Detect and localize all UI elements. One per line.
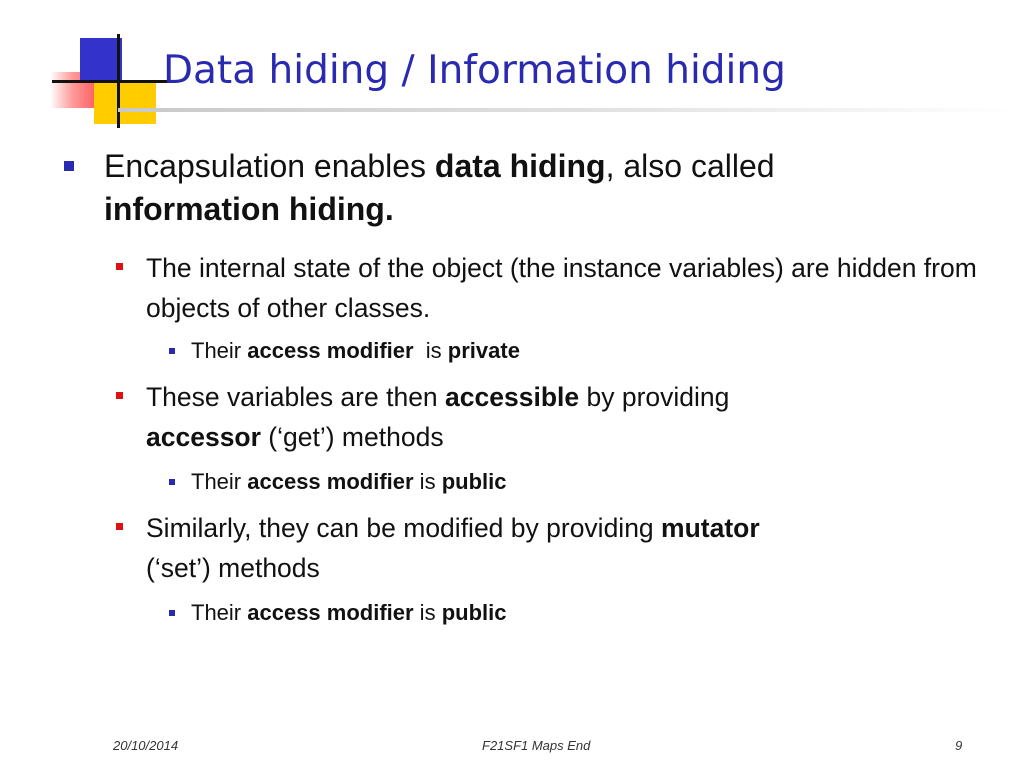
bullet-bold-text: access modifier [247, 338, 414, 363]
bullet-text: These variables are then [146, 382, 446, 412]
bullet-text: Their [191, 600, 248, 625]
square-bullet-icon [169, 610, 175, 616]
bullet-text: by providing [579, 382, 730, 412]
bullet-text: Their [191, 469, 248, 494]
bullet-bold-text: public [441, 469, 507, 494]
footer-page-number: 9 [955, 738, 963, 753]
bullet-internal-state [146, 248, 996, 328]
bullet-text: is [413, 338, 448, 363]
bullet-text: Their [191, 338, 248, 363]
square-bullet-icon [116, 523, 123, 530]
bullet-text: Similarly, they can be modified by providing [146, 513, 662, 543]
square-bullet-icon [64, 161, 74, 171]
bullet-text: Encapsulation enables [104, 148, 435, 184]
bullet-text: is [413, 600, 442, 625]
bullet-text: , also called [605, 148, 775, 184]
bullet-public-modifier-set [191, 598, 991, 628]
bullet-private-modifier [191, 336, 991, 366]
bullet-bold-text: private [447, 338, 520, 363]
bullet-bold-text: access modifier [247, 600, 414, 625]
bullet-bold-text: mutator [661, 513, 760, 543]
footer-date: 20/10/2014 [113, 738, 179, 753]
square-bullet-icon [116, 392, 123, 399]
bullet-text: The internal state of the object (the instance variables) are hidden from objects of other classes. [146, 253, 977, 323]
bullet-bold-text: data hiding [434, 148, 606, 184]
slide-title: Data hiding / Information hiding [163, 48, 786, 93]
bullet-public-modifier-get [191, 467, 991, 497]
bullet-encapsulation [104, 145, 984, 231]
bullet-accessible [146, 377, 996, 457]
bullet-bold-text: access modifier [247, 469, 414, 494]
bullet-mutator [146, 508, 996, 588]
bullet-text: is [413, 469, 442, 494]
square-bullet-icon [169, 479, 175, 485]
bullet-bold-text: accessible [445, 382, 580, 412]
footer-course: F21SF1 Maps End [482, 738, 591, 753]
bullet-text: (‘get’) methods [260, 422, 444, 452]
bullet-bold-text: information hiding. [104, 191, 394, 227]
square-bullet-icon [116, 263, 123, 270]
bullet-bold-text: public [441, 600, 507, 625]
bullet-text: (‘set’) methods [146, 553, 320, 583]
bullet-bold-text: accessor [146, 422, 261, 452]
square-bullet-icon [169, 348, 175, 354]
